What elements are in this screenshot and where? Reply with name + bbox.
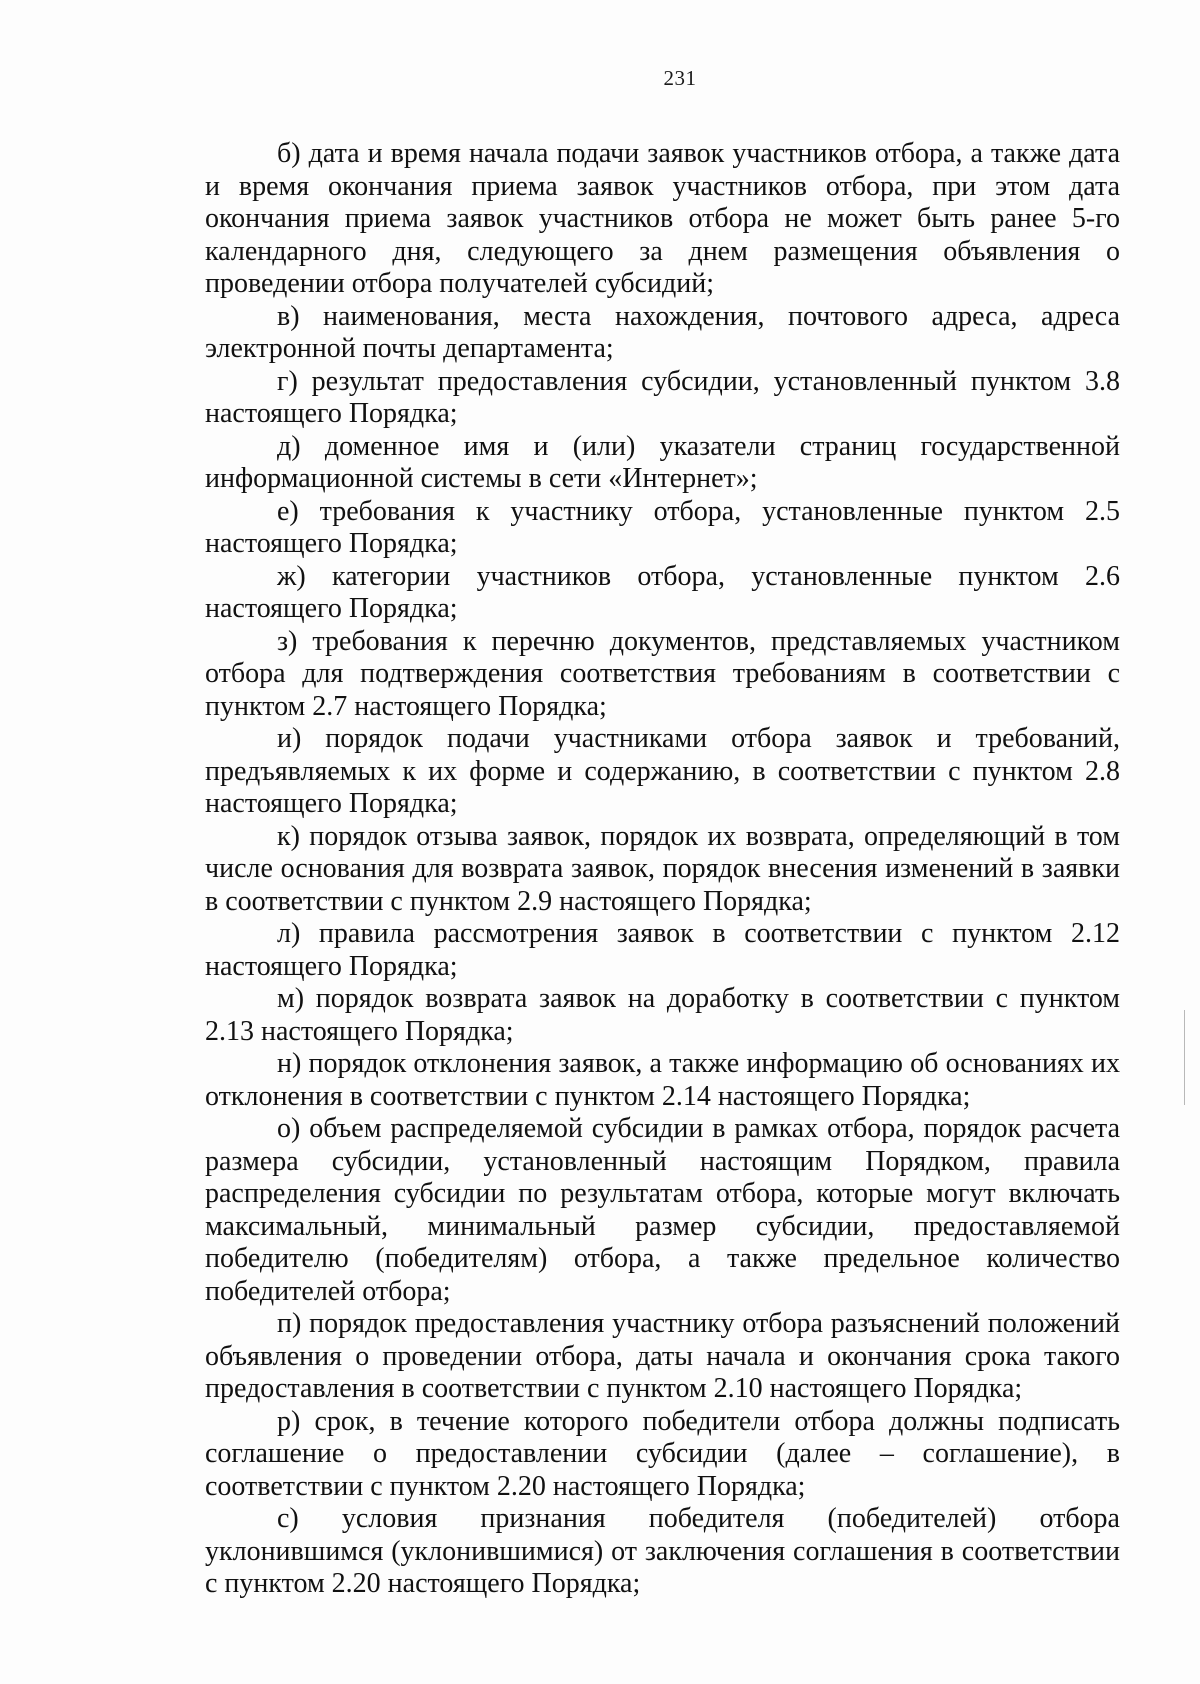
paragraph-s: с) условия признания победителя (победителей) отбора уклонившимся (уклонившимися) от заключения соглашения в соответствии с пунктом 2.20 настоящего Порядка; — [205, 1503, 1120, 1599]
paragraph-i: и) порядок подачи участниками отбора заявок и требований, предъявляемых к их форме и содержанию, в соответствии с пунктом 2.8 настоящего Порядка; — [205, 723, 1120, 819]
paragraph-z: з) требования к перечню документов, представляемых участником отбора для подтверждения соответствия требованиям в соответствии с пунктом 2.7 настоящего Порядка; — [205, 625, 1120, 722]
paragraph-n: н) порядок отклонения заявок, а также информацию об основаниях их отклонения в соответствии с пунктом 2.14 настоящего Порядка; — [205, 1048, 1120, 1112]
paragraph-o: о) объем распределяемой субсидии в рамках отбора, порядок расчета размера субсидии, установленный настоящим Порядком, правила распределения субсидии по результатам отбора, которые могут включать максимальный, минимальный размер субсидии, предоставляемой победителю (победителям) отбора, а также предельное количество победителей отбора; — [205, 1113, 1120, 1307]
document-body — [205, 138, 1120, 1601]
paragraph-k: к) порядок отзыва заявок, порядок их возврата, определяющий в том числе основания для возврата заявок, порядок внесения изменений в заявки в соответствии с пунктом 2.9 настоящего Порядка; — [205, 820, 1120, 917]
paragraph-zh: ж) категории участников отбора, установленные пунктом 2.6 настоящего Порядка; — [205, 560, 1120, 624]
scan-margin-line — [1184, 1010, 1185, 1105]
page-number: 231 — [663, 66, 697, 90]
paragraph-g: г) результат предоставления субсидии, установленный пунктом 3.8 настоящего Порядка; — [205, 365, 1120, 429]
paragraph-e: е) требования к участнику отбора, установленные пунктом 2.5 настоящего Порядка; — [205, 495, 1120, 559]
paragraph-l: л) правила рассмотрения заявок в соответствии с пунктом 2.12 настоящего Порядка; — [205, 918, 1120, 982]
paragraph-r: р) срок, в течение которого победители отбора должны подписать соглашение о предоставлении субсидии (далее – соглашение), в соответствии с пунктом 2.20 настоящего Порядка; — [205, 1405, 1120, 1502]
paragraph-b: б) дата и время начала подачи заявок участников отбора, а также дата и время окончания приема заявок участников отбора, при этом дата окончания приема заявок участников отбора не может быть ранее 5-го календарного дня, следующего за днем размещения объявления о проведении отбора получателей субсидий; — [205, 138, 1120, 299]
paragraph-v: в) наименования, места нахождения, почтового адреса, адреса электронной почты департамента; — [205, 300, 1120, 364]
paragraph-p: п) порядок предоставления участнику отбора разъяснений положений объявления о проведении отбора, даты начала и окончания срока такого предоставления в соответствии с пунктом 2.10 настоящего Порядка; — [205, 1308, 1120, 1404]
paragraph-m: м) порядок возврата заявок на доработку в соответствии с пунктом 2.13 настоящего Порядка; — [205, 983, 1120, 1047]
paragraph-d: д) доменное имя и (или) указатели страниц государственной информационной системы в сети «Интернет»; — [205, 430, 1120, 494]
